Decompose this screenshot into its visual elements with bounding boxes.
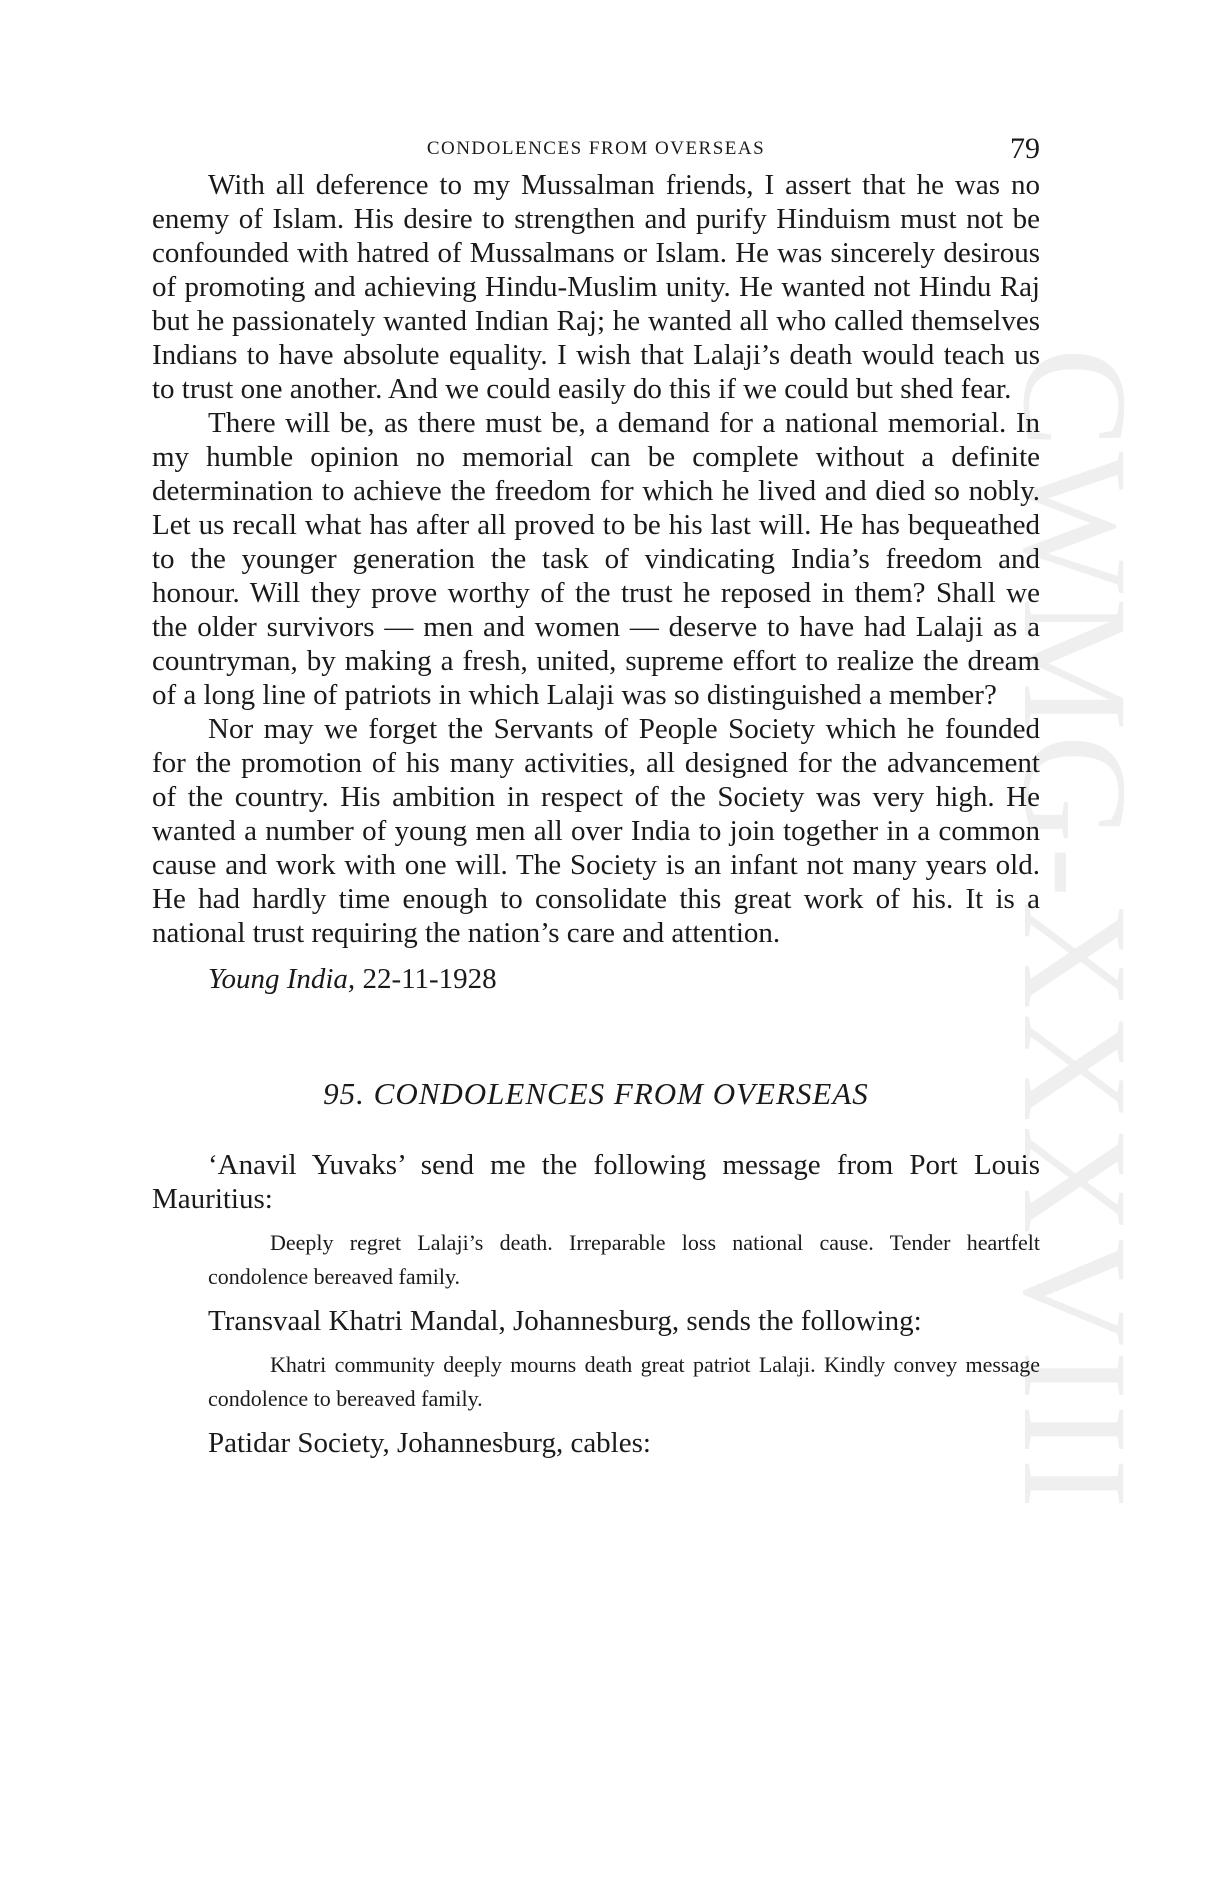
section-title: CONDOLENCES FROM OVERSEAS (373, 1076, 869, 1111)
intro-paragraph: Transvaal Khatri Mandal, Johannesburg, sends the following: (208, 1305, 922, 1337)
source-publication: Young India, (208, 963, 356, 995)
page-number: 79 (1010, 132, 1040, 165)
section-number: 95. (323, 1076, 365, 1111)
page-header (152, 132, 1040, 168)
quoted-message: Khatri community deeply mourns death great patriot Lalaji. Kindly convey message condolence to bereaved family. (208, 1352, 1040, 1411)
page-content (152, 132, 1040, 1460)
body-paragraph: Nor may we forget the Servants of People Society which he founded for the promotion of his many activities, all designed for the advancement of the country. His ambition in respect of the Society was very high. He wanted a number of young men all over India to join together in a common cause and work with one will. The Society is an infant not many years old. He had hardly time enough to consolidate this great work of his. It is a national trust requiring the nation’s care and attention. (152, 713, 1040, 949)
source-citation (208, 962, 1040, 996)
watermark-text: CWMG-XXXVIII (992, 347, 1158, 1513)
quoted-message: Deeply regret Lalaji’s death. Irreparable loss national cause. Tender heartfelt condolence bereaved family. (208, 1230, 1040, 1289)
continued-article (152, 168, 1040, 950)
section-heading (152, 1076, 1040, 1112)
intro-paragraph: Patidar Society, Johannesburg, cables: (208, 1427, 651, 1459)
source-date: 22-11-1928 (362, 963, 497, 995)
intro-paragraph: ‘Anavil Yuvaks’ send me the following message from Port Louis Mauritius: (152, 1149, 1040, 1215)
running-head: CONDOLENCES FROM OVERSEAS (426, 138, 766, 159)
body-paragraph: With all deference to my Mussalman friends, I assert that he was no enemy of Islam. His desire to strengthen and purify Hinduism must not be confounded with hatred of Mussalmans or Islam. He was sincerely desirous of promoting and achieving Hindu-Muslim unity. He wanted not Hindu Raj but he passionately wanted Indian Raj; he wanted all who called themselves Indians to have absolute equality. I wish that Lalaji’s death would teach us to trust one another. And we could easily do this if we could but shed fear. (152, 169, 1040, 405)
body-paragraph: There will be, as there must be, a demand for a national memorial. In my humble opinion no memorial can be complete without a definite determination to achieve the freedom for which he lived and died so nobly. Let us recall what has after all proved to be his last will. He has bequeathed to the younger generation the task of vindicating India’s freedom and honour. Will they prove worthy of the trust he reposed in them? Shall we the older survivors — men and women — deserve to have had Lalaji as a countryman, by making a fresh, united, supreme effort to realize the dream of a long line of patriots in which Lalaji was so distinguished a member? (152, 407, 1040, 711)
